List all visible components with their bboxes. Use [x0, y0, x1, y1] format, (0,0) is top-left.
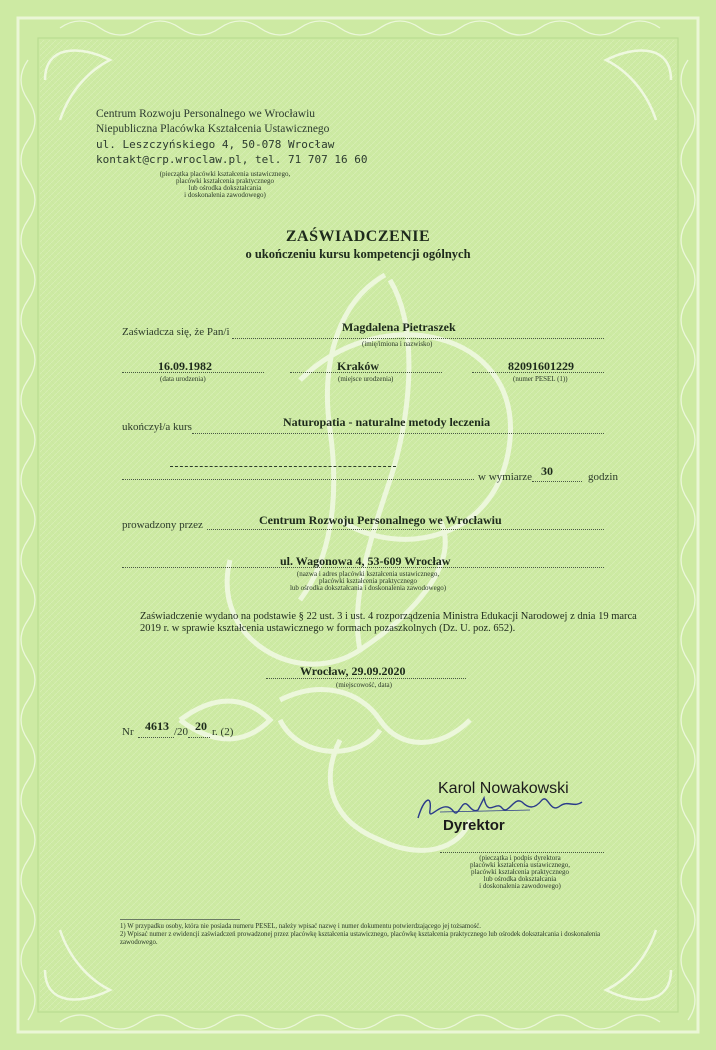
- pesel-caption: (numer PESEL (1)): [513, 375, 568, 383]
- issue-caption: (miejscowość, data): [336, 681, 392, 689]
- provider-caption-1: (nazwa i adres placówki kształcenia ustawicznego,: [296, 570, 440, 578]
- issuer-stamp: [96, 107, 368, 167]
- footnote-1: 1) W przypadku osoby, która nie posiada numeru PESEL, należy wpisać nazwę i numer dokumentu potwierdzającego jej tożsamość.: [120, 923, 481, 930]
- signature-caption-4: lub ośrodka dokształcania: [483, 875, 557, 883]
- signature-caption: [440, 855, 600, 890]
- footnote-2: 2) Wpisać numer z ewidencji zaświadczeń prowadzonej przez placówkę kształcenia ustawicznego, placówkę kształcenia praktycznego lub ośrodek dokształcania i doskonalenia zawodowego.: [120, 931, 601, 946]
- document-subtitle: o ukończeniu kursu kompetencji ogólnych: [245, 247, 471, 261]
- provider-address: ul. Wagonowa 4, 53-609 Wrocław: [280, 554, 451, 568]
- legal-basis: Zaświadczenie wydano na podstawie § 22 ust. 3 i ust. 4 rozporządzenia Ministra Edukacji Narodowej z dnia 19 marca 2019 r. w sprawie kształcenia ustawicznego w formach pozaszkolnych (Dz. U. poz. 652).: [140, 611, 637, 634]
- number-prefix: Nr: [122, 726, 134, 738]
- signature-caption-3: placówki kształcenia praktycznego: [471, 868, 569, 876]
- provider-line: [207, 529, 604, 530]
- signature-caption-5: i doskonalenia zawodowego): [479, 882, 561, 890]
- director-role: Dyrektor: [443, 817, 505, 834]
- director-name: Karol Nowakowski: [438, 780, 569, 797]
- person-name: Magdalena Pietraszek: [342, 320, 456, 334]
- provider-caption-3: lub ośrodka dokształcania i doskonalenia zawodowego): [289, 584, 447, 592]
- course-label: ukończył/a kurs: [122, 421, 192, 433]
- birth-place-caption: (miejsce urodzenia): [338, 375, 394, 383]
- name-line: [232, 338, 604, 339]
- birth-date-caption: (data urodzenia): [160, 375, 206, 383]
- stamp-caption-3: lub ośrodka dokształcania: [188, 184, 262, 192]
- certificate-year: 20: [195, 719, 207, 733]
- stamp-line-4: kontakt@crp.wroclaw.pl, tel. 71 707 16 60: [96, 153, 368, 166]
- person-name-caption: (imię/imiona i nazwisko): [362, 340, 433, 348]
- stamp-line-3: ul. Leszczyńskiego 4, 50-078 Wrocław: [96, 138, 335, 151]
- stamp-caption-4: i doskonalenia zawodowego): [184, 191, 266, 199]
- course-strike-line: [170, 466, 396, 467]
- hours-prefix: w wymiarze: [478, 471, 533, 483]
- pesel-number: 82091601229: [508, 359, 574, 373]
- document-title: ZAŚWIADCZENIE: [285, 228, 431, 245]
- stamp-caption-1: (pieczątka placówki kształcenia ustawicznego,: [159, 170, 291, 178]
- person-label: Zaświadcza się, że Pan/i: [122, 326, 230, 338]
- birth-place: Kraków: [337, 359, 379, 373]
- number-line: [138, 737, 174, 738]
- provider-name: Centrum Rozwoju Personalnego we Wrocławiu: [259, 513, 502, 527]
- course-line: [192, 433, 604, 434]
- stamp-caption-2: placówki kształcenia praktycznego: [176, 177, 274, 185]
- issue-place-date: Wrocław, 29.09.2020: [300, 664, 406, 678]
- course-line-2: [122, 479, 474, 480]
- footnotes: [120, 923, 620, 947]
- course-name: Naturopatia - naturalne metody leczenia: [283, 415, 491, 429]
- year-line: [188, 737, 210, 738]
- footnote-divider: [120, 919, 240, 920]
- hours-suffix: godzin: [588, 471, 618, 483]
- signature-caption-1: (pieczątka i podpis dyrektora: [479, 854, 561, 862]
- number-mid: /20: [174, 726, 189, 738]
- stamp-caption: [140, 171, 310, 199]
- provider-caption-2: placówki kształcenia praktycznego: [319, 577, 417, 585]
- course-hours: 30: [541, 464, 553, 478]
- stamp-line-2: Niepubliczna Placówka Kształcenia Ustawicznego: [96, 123, 330, 135]
- number-suffix: r. (2): [212, 726, 234, 738]
- signature-line: [440, 852, 604, 853]
- provider-caption: [262, 571, 474, 592]
- hours-line: [532, 481, 582, 482]
- provider-label: prowadzony przez: [122, 519, 203, 531]
- birth-date: 16.09.1982: [158, 359, 212, 373]
- stamp-line-1: Centrum Rozwoju Personalnego we Wrocławiu: [96, 108, 316, 120]
- signature-caption-2: placówki kształcenia ustawicznego,: [469, 861, 571, 869]
- certificate-number: 4613: [145, 719, 169, 733]
